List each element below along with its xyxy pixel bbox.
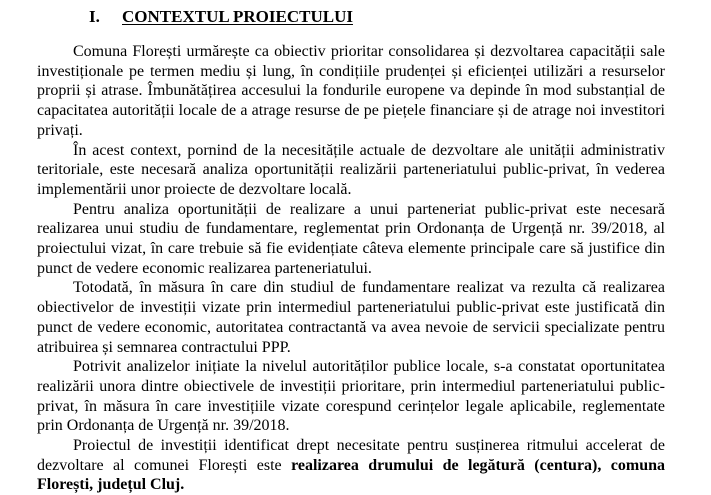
paragraph-local-analysis: Potrivit analizelor inițiate la nivelul autorităților publice locale, s-a constatat oportunitatea realizării unora dintre obiectivele de investiții prioritare, prin intermediul parteneriatului public-privat, în măsura în care investițiile vizate corespund cerințelor legale aplicabile, reglementate prin Ordonanța de Urgență nr. 39/2018. [37,358,665,435]
paragraph-ppp-services: Totodată, în măsura în care din studiul de fundamentare realizat va rezulta că realizarea obiectivelor de investiții vizate prin intermediul parteneriatului public-privat este justificată din punct de vedere economic, autoritatea contractantă va avea nevoie de servicii specializate pentru atribuirea și semnarea contractului PPP. [37,279,665,356]
section-number: I. [89,7,100,26]
paragraph-opportunity-analysis: Pentru analiza oportunității de realizare a unui parteneriat public-privat este necesară realizarea unui studiu de fundamentare, reglementat prin Ordonanța de Urgență nr. 39/2018, al proiectului vizat, în care trebuie să fie evidențiate câteva elemente principale care să justifice din punct de vedere economic realizarea parteneriatului. [37,200,665,277]
section-heading [89,6,353,28]
paragraph-objective: Comuna Florești urmărește ca obiectiv prioritar consolidarea și dezvoltarea capacității sale investiționale pe termen mediu și lung, în condițiile prudenței și eficienței utilizări a resurselor proprii și atrase. Îmbunătățirea accesului la fondurile europene va depinde în mod substanțial de capacitatea autorității locale de a atrage resurse de pe piețele financiare și de atrage noi investitori privați. [37,43,665,139]
paragraph-identified-project-text: Proiectul de investiții identificat drept necesitate pentru susținerea ritmului accelerat de dezvoltare al comunei Florești este [37,437,665,474]
project-name-bold: realizarea drumului de legătură (centura), comuna Florești, județul Cluj. [37,456,666,494]
paragraph-identified-project [37,436,665,495]
section-title: CONTEXTUL PROIECTULUI [122,7,353,26]
paragraph-context: În acest context, pornind de la necesitățile actuale de dezvoltare ale unității administrativ teritoriale, este necesară analiza oportunității realizării parteneriatului public-privat, în vederea implementării unor proiecte de dezvoltare locală. [37,141,665,198]
document-body [37,42,665,495]
